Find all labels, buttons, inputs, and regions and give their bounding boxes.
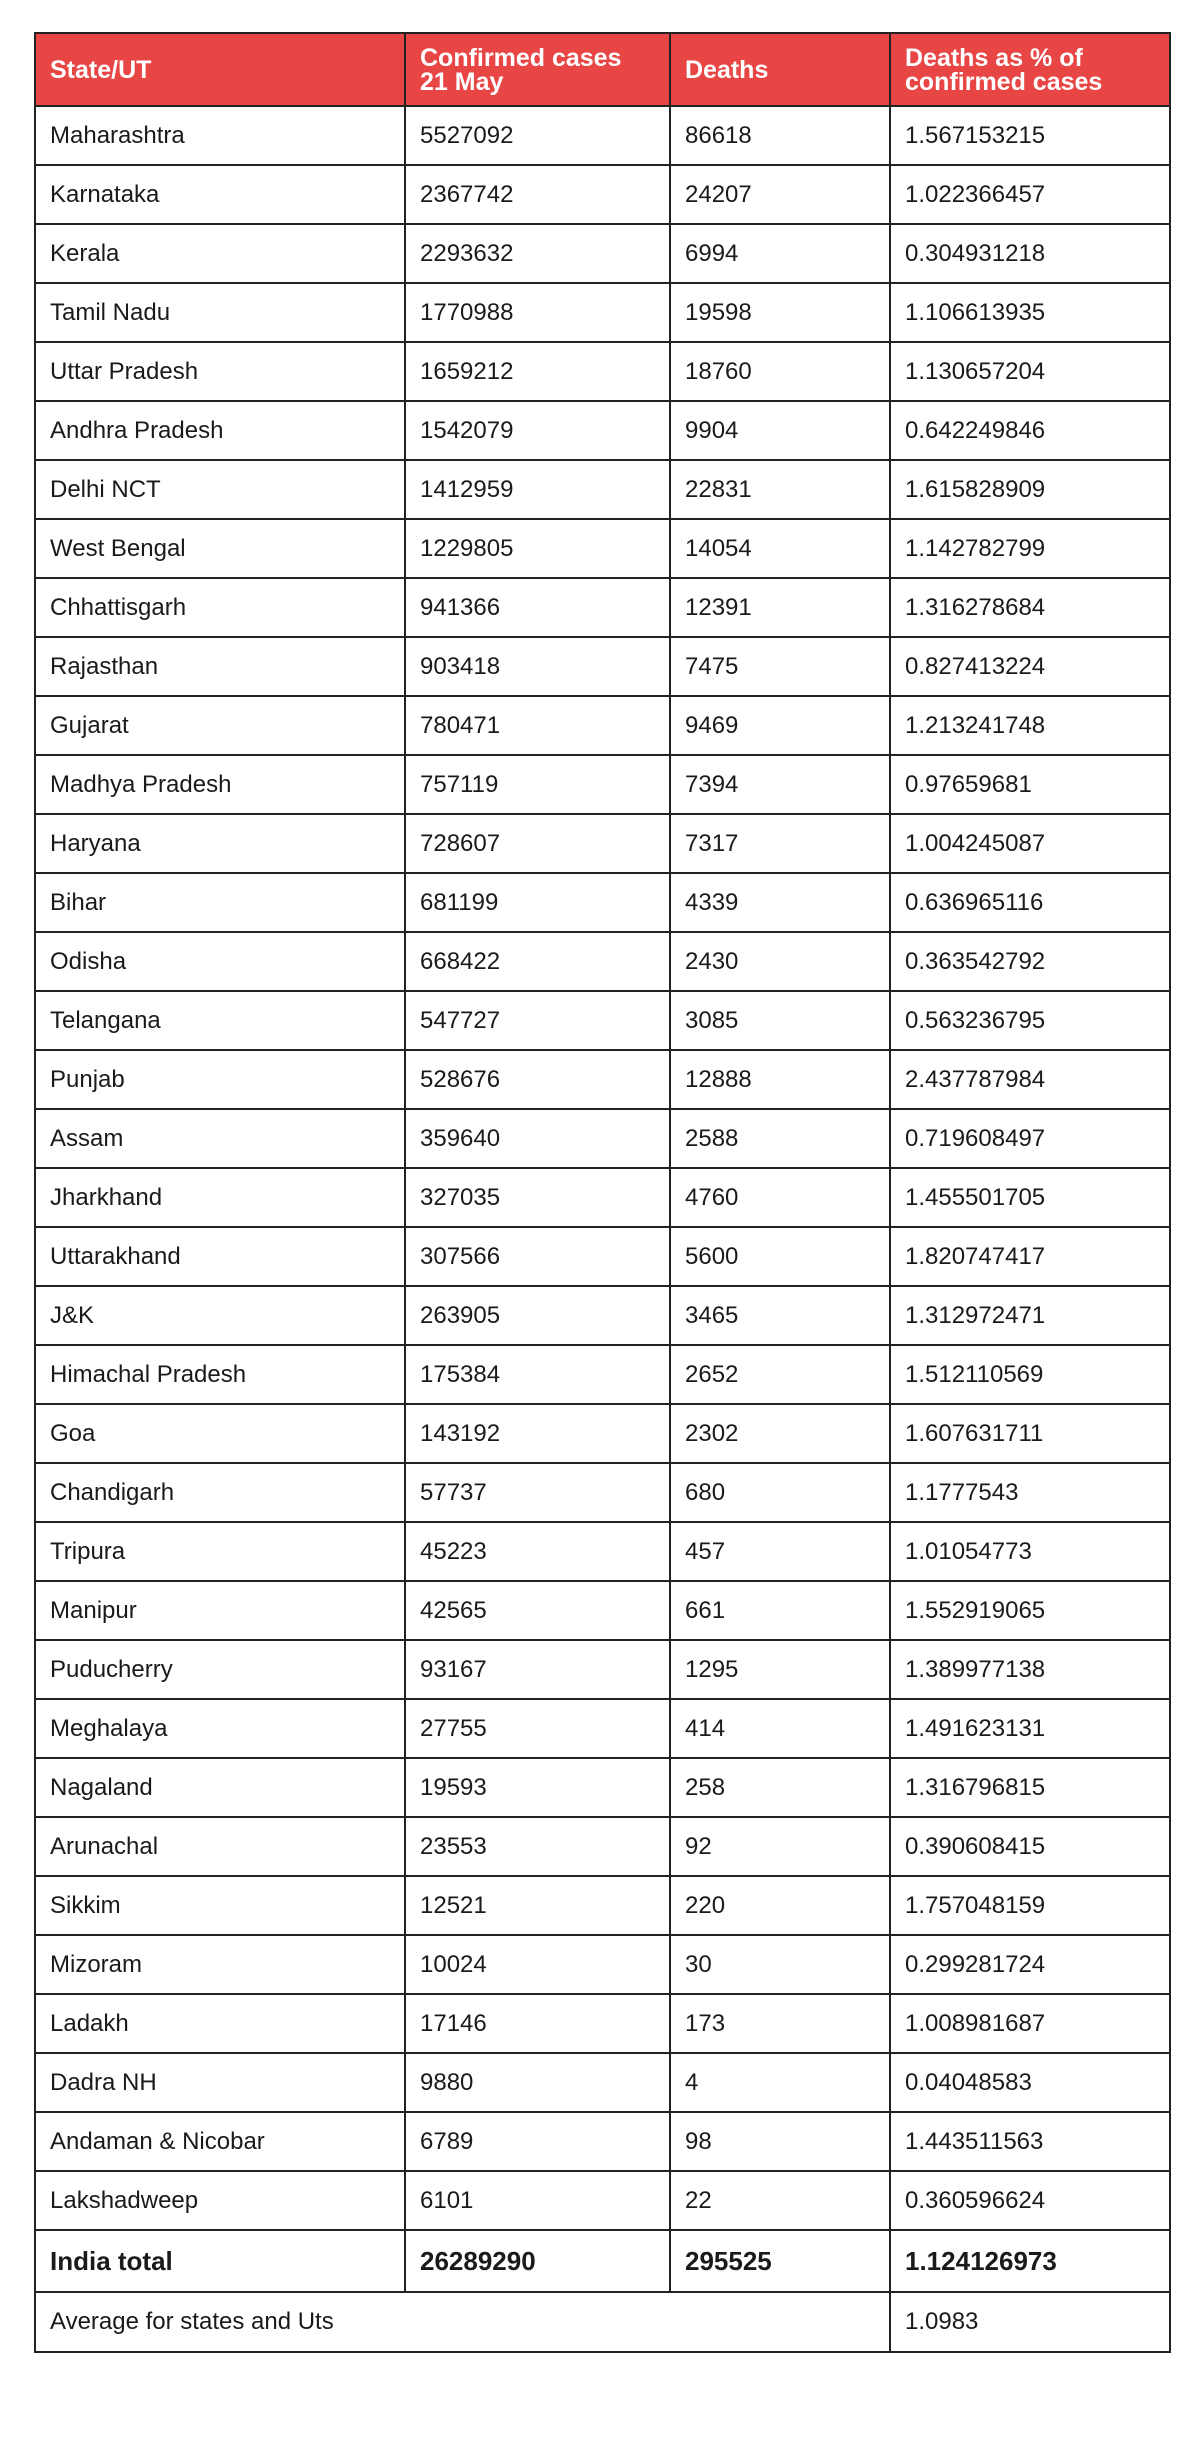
state-cell: J&K [35, 1286, 405, 1345]
death-percentage-cell: 1.022366457 [890, 165, 1170, 224]
state-cell: Delhi NCT [35, 460, 405, 519]
deaths-cell: 7394 [670, 755, 890, 814]
confirmed-cases-cell: 10024 [405, 1935, 670, 1994]
deaths-cell: 4760 [670, 1168, 890, 1227]
table-row [35, 1876, 1170, 1935]
state-cell: Gujarat [35, 696, 405, 755]
state-cell: Karnataka [35, 165, 405, 224]
covid-deaths-table [34, 32, 1171, 2353]
death-percentage-cell: 0.299281724 [890, 1935, 1170, 1994]
confirmed-cases-cell: 42565 [405, 1581, 670, 1640]
death-percentage-cell: 1.389977138 [890, 1640, 1170, 1699]
table-row [35, 1227, 1170, 1286]
deaths-cell: 2430 [670, 932, 890, 991]
table-row [35, 696, 1170, 755]
confirmed-cases-cell: 12521 [405, 1876, 670, 1935]
table-row [35, 165, 1170, 224]
table-row [35, 224, 1170, 283]
confirmed-cases-cell: 903418 [405, 637, 670, 696]
death-percentage-cell: 0.363542792 [890, 932, 1170, 991]
deaths-cell: 22831 [670, 460, 890, 519]
table-row [35, 1109, 1170, 1168]
table-row [35, 1345, 1170, 1404]
death-percentage-cell: 1.142782799 [890, 519, 1170, 578]
table-row [35, 460, 1170, 519]
state-cell: Uttar Pradesh [35, 342, 405, 401]
table-row [35, 342, 1170, 401]
total-state-cell: India total [35, 2230, 405, 2292]
deaths-cell: 98 [670, 2112, 890, 2171]
death-percentage-cell: 1.01054773 [890, 1522, 1170, 1581]
state-cell: Chandigarh [35, 1463, 405, 1522]
confirmed-cases-cell: 1542079 [405, 401, 670, 460]
deaths-cell: 258 [670, 1758, 890, 1817]
table-row [35, 755, 1170, 814]
confirmed-cases-cell: 9880 [405, 2053, 670, 2112]
table-row [35, 932, 1170, 991]
deaths-cell: 12888 [670, 1050, 890, 1109]
table-row [35, 1581, 1170, 1640]
deaths-cell: 30 [670, 1935, 890, 1994]
deaths-cell: 7317 [670, 814, 890, 873]
state-cell: Tripura [35, 1522, 405, 1581]
deaths-cell: 22 [670, 2171, 890, 2230]
table-row [35, 2171, 1170, 2230]
deaths-cell: 220 [670, 1876, 890, 1935]
deaths-cell: 24207 [670, 165, 890, 224]
death-percentage-cell: 1.512110569 [890, 1345, 1170, 1404]
deaths-cell: 19598 [670, 283, 890, 342]
death-percentage-cell: 1.106613935 [890, 283, 1170, 342]
table-row [35, 1522, 1170, 1581]
column-header-deaths: Deaths [670, 33, 890, 106]
confirmed-cases-cell: 17146 [405, 1994, 670, 2053]
column-header-confirmed-cases: Confirmed cases 21 May [405, 33, 670, 106]
state-cell: Mizoram [35, 1935, 405, 1994]
deaths-cell: 18760 [670, 342, 890, 401]
confirmed-cases-cell: 668422 [405, 932, 670, 991]
death-percentage-cell: 0.563236795 [890, 991, 1170, 1050]
table-body [35, 106, 1170, 2352]
death-percentage-cell: 0.636965116 [890, 873, 1170, 932]
header-row [35, 33, 1170, 106]
table-row [35, 637, 1170, 696]
death-percentage-cell: 1.213241748 [890, 696, 1170, 755]
state-cell: Telangana [35, 991, 405, 1050]
death-percentage-cell: 0.642249846 [890, 401, 1170, 460]
state-cell: Chhattisgarh [35, 578, 405, 637]
state-cell: Nagaland [35, 1758, 405, 1817]
state-cell: Haryana [35, 814, 405, 873]
deaths-cell: 2588 [670, 1109, 890, 1168]
death-percentage-cell: 1.1777543 [890, 1463, 1170, 1522]
state-cell: Manipur [35, 1581, 405, 1640]
average-row [35, 2292, 1170, 2352]
state-cell: Maharashtra [35, 106, 405, 165]
state-cell: Punjab [35, 1050, 405, 1109]
deaths-cell: 3465 [670, 1286, 890, 1345]
confirmed-cases-cell: 6101 [405, 2171, 670, 2230]
confirmed-cases-cell: 93167 [405, 1640, 670, 1699]
death-percentage-cell: 0.304931218 [890, 224, 1170, 283]
confirmed-cases-cell: 19593 [405, 1758, 670, 1817]
confirmed-cases-cell: 45223 [405, 1522, 670, 1581]
deaths-cell: 86618 [670, 106, 890, 165]
state-cell: Andaman & Nicobar [35, 2112, 405, 2171]
death-percentage-cell: 1.552919065 [890, 1581, 1170, 1640]
death-percentage-cell: 1.443511563 [890, 2112, 1170, 2171]
confirmed-cases-cell: 757119 [405, 755, 670, 814]
deaths-cell: 4 [670, 2053, 890, 2112]
confirmed-cases-cell: 780471 [405, 696, 670, 755]
confirmed-cases-cell: 528676 [405, 1050, 670, 1109]
deaths-cell: 4339 [670, 873, 890, 932]
average-label: Average for states and Uts [35, 2292, 890, 2352]
confirmed-cases-cell: 359640 [405, 1109, 670, 1168]
confirmed-cases-cell: 27755 [405, 1699, 670, 1758]
death-percentage-cell: 0.97659681 [890, 755, 1170, 814]
table-row [35, 1935, 1170, 1994]
column-header-death-percentage: Deaths as % of confirmed cases [890, 33, 1170, 106]
state-cell: Ladakh [35, 1994, 405, 2053]
confirmed-cases-cell: 57737 [405, 1463, 670, 1522]
confirmed-cases-cell: 681199 [405, 873, 670, 932]
total-death-percentage-cell: 1.124126973 [890, 2230, 1170, 2292]
table-row [35, 106, 1170, 165]
death-percentage-cell: 0.360596624 [890, 2171, 1170, 2230]
death-percentage-cell: 1.757048159 [890, 1876, 1170, 1935]
confirmed-cases-cell: 6789 [405, 2112, 670, 2171]
state-cell: Jharkhand [35, 1168, 405, 1227]
state-cell: Himachal Pradesh [35, 1345, 405, 1404]
death-percentage-cell: 0.719608497 [890, 1109, 1170, 1168]
death-percentage-cell: 1.820747417 [890, 1227, 1170, 1286]
confirmed-cases-cell: 143192 [405, 1404, 670, 1463]
state-cell: West Bengal [35, 519, 405, 578]
confirmed-cases-cell: 728607 [405, 814, 670, 873]
deaths-cell: 457 [670, 1522, 890, 1581]
deaths-cell: 173 [670, 1994, 890, 2053]
table-row [35, 578, 1170, 637]
death-percentage-cell: 1.491623131 [890, 1699, 1170, 1758]
deaths-cell: 3085 [670, 991, 890, 1050]
state-cell: Madhya Pradesh [35, 755, 405, 814]
confirmed-cases-cell: 307566 [405, 1227, 670, 1286]
confirmed-cases-cell: 175384 [405, 1345, 670, 1404]
table-row [35, 1050, 1170, 1109]
state-cell: Uttarakhand [35, 1227, 405, 1286]
state-cell: Bihar [35, 873, 405, 932]
deaths-cell: 12391 [670, 578, 890, 637]
state-cell: Goa [35, 1404, 405, 1463]
total-confirmed-cases-cell: 26289290 [405, 2230, 670, 2292]
state-cell: Meghalaya [35, 1699, 405, 1758]
confirmed-cases-cell: 941366 [405, 578, 670, 637]
confirmed-cases-cell: 2293632 [405, 224, 670, 283]
death-percentage-cell: 0.390608415 [890, 1817, 1170, 1876]
confirmed-cases-cell: 2367742 [405, 165, 670, 224]
table-row [35, 2112, 1170, 2171]
total-row [35, 2230, 1170, 2292]
death-percentage-cell: 1.615828909 [890, 460, 1170, 519]
death-percentage-cell: 0.04048583 [890, 2053, 1170, 2112]
table-row [35, 1640, 1170, 1699]
state-cell: Arunachal [35, 1817, 405, 1876]
table-row [35, 1994, 1170, 2053]
confirmed-cases-cell: 327035 [405, 1168, 670, 1227]
table-row [35, 1699, 1170, 1758]
table-row [35, 873, 1170, 932]
confirmed-cases-cell: 1229805 [405, 519, 670, 578]
state-cell: Sikkim [35, 1876, 405, 1935]
deaths-cell: 9904 [670, 401, 890, 460]
average-value: 1.0983 [890, 2292, 1170, 2352]
state-cell: Rajasthan [35, 637, 405, 696]
table-row [35, 1817, 1170, 1876]
deaths-cell: 6994 [670, 224, 890, 283]
deaths-cell: 92 [670, 1817, 890, 1876]
deaths-cell: 680 [670, 1463, 890, 1522]
total-deaths-cell: 295525 [670, 2230, 890, 2292]
confirmed-cases-cell: 547727 [405, 991, 670, 1050]
death-percentage-cell: 1.316796815 [890, 1758, 1170, 1817]
covid-deaths-table-container [34, 32, 1169, 2353]
deaths-cell: 414 [670, 1699, 890, 1758]
state-cell: Tamil Nadu [35, 283, 405, 342]
deaths-cell: 7475 [670, 637, 890, 696]
state-cell: Assam [35, 1109, 405, 1168]
table-row [35, 401, 1170, 460]
state-cell: Puducherry [35, 1640, 405, 1699]
deaths-cell: 2302 [670, 1404, 890, 1463]
confirmed-cases-cell: 263905 [405, 1286, 670, 1345]
confirmed-cases-cell: 1412959 [405, 460, 670, 519]
deaths-cell: 1295 [670, 1640, 890, 1699]
confirmed-cases-cell: 1770988 [405, 283, 670, 342]
death-percentage-cell: 1.567153215 [890, 106, 1170, 165]
confirmed-cases-cell: 5527092 [405, 106, 670, 165]
death-percentage-cell: 1.008981687 [890, 1994, 1170, 2053]
death-percentage-cell: 2.437787984 [890, 1050, 1170, 1109]
death-percentage-cell: 1.312972471 [890, 1286, 1170, 1345]
table-row [35, 2053, 1170, 2112]
deaths-cell: 14054 [670, 519, 890, 578]
table-row [35, 814, 1170, 873]
table-row [35, 1404, 1170, 1463]
table-row [35, 1758, 1170, 1817]
state-cell: Lakshadweep [35, 2171, 405, 2230]
state-cell: Andhra Pradesh [35, 401, 405, 460]
deaths-cell: 661 [670, 1581, 890, 1640]
death-percentage-cell: 0.827413224 [890, 637, 1170, 696]
table-row [35, 1286, 1170, 1345]
table-row [35, 283, 1170, 342]
table-header [35, 33, 1170, 106]
deaths-cell: 2652 [670, 1345, 890, 1404]
column-header-state: State/UT [35, 33, 405, 106]
death-percentage-cell: 1.316278684 [890, 578, 1170, 637]
death-percentage-cell: 1.607631711 [890, 1404, 1170, 1463]
table-row [35, 519, 1170, 578]
state-cell: Kerala [35, 224, 405, 283]
confirmed-cases-cell: 23553 [405, 1817, 670, 1876]
table-row [35, 991, 1170, 1050]
deaths-cell: 5600 [670, 1227, 890, 1286]
deaths-cell: 9469 [670, 696, 890, 755]
state-cell: Odisha [35, 932, 405, 991]
table-row [35, 1168, 1170, 1227]
confirmed-cases-cell: 1659212 [405, 342, 670, 401]
table-row [35, 1463, 1170, 1522]
state-cell: Dadra NH [35, 2053, 405, 2112]
death-percentage-cell: 1.455501705 [890, 1168, 1170, 1227]
death-percentage-cell: 1.130657204 [890, 342, 1170, 401]
death-percentage-cell: 1.004245087 [890, 814, 1170, 873]
